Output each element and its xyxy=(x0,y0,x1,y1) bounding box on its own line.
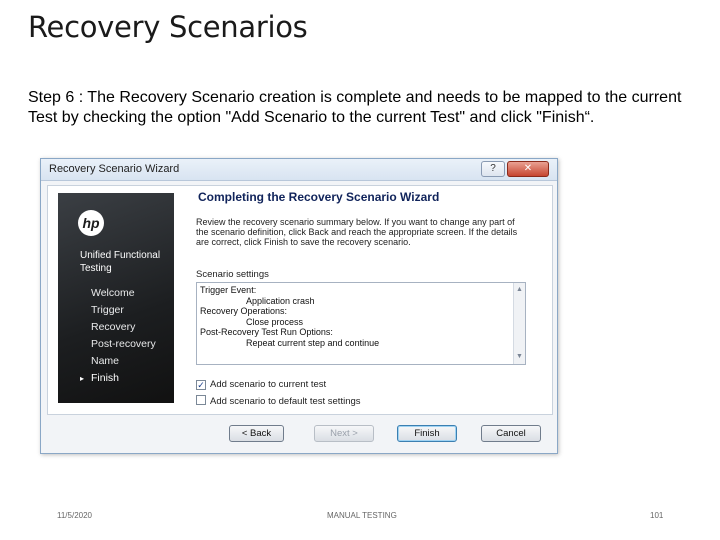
hp-logo: hp xyxy=(78,210,104,236)
wizard-description: Review the recovery scenario summary below. If you want to change any part of the scenario definition, click Back and reach the appropriate screen. If the details are correct, click Finish to save the recovery scenario. xyxy=(196,217,518,247)
step-name xyxy=(80,353,156,370)
help-button[interactable]: ? xyxy=(481,161,505,177)
window-titlebar[interactable] xyxy=(41,159,557,181)
scenario-settings-label: Scenario settings xyxy=(196,269,269,280)
step-finish xyxy=(80,370,156,387)
trigger-event-label: Trigger Event: xyxy=(200,285,257,295)
wizard-steps xyxy=(80,285,156,387)
footer-title: MANUAL TESTING xyxy=(327,511,397,520)
slide-body-text: Step 6 : The Recovery Scenario creation is complete and needs to be mapped to the current Test by checking the option "Add Scenario to the current Test" and click "Finish“. xyxy=(28,89,682,126)
current-step-arrow-icon: ▸ xyxy=(80,374,85,383)
next-button[interactable]: Next > xyxy=(314,425,374,442)
step-label: Recovery xyxy=(91,321,136,333)
scroll-down-icon[interactable]: ▼ xyxy=(516,352,523,360)
wizard-sidebar xyxy=(58,193,174,403)
footer-page-number: 101 xyxy=(650,511,664,520)
step-label: Name xyxy=(91,355,120,367)
add-to-current-test-option[interactable] xyxy=(196,379,326,390)
step-trigger xyxy=(80,302,156,319)
add-to-default-settings-label: Add scenario to default test settings xyxy=(210,396,361,407)
add-to-default-settings-checkbox[interactable] xyxy=(196,395,206,405)
add-to-current-test-label: Add scenario to current test xyxy=(210,379,327,390)
wizard-window xyxy=(40,158,558,454)
step-label: Finish xyxy=(91,372,120,384)
step-label: Post-recovery xyxy=(91,338,156,350)
product-name: Unified Functional Testing xyxy=(80,250,161,274)
add-to-default-settings-option[interactable] xyxy=(196,395,361,407)
footer-date: 11/5/2020 xyxy=(57,511,92,520)
wizard-heading: Completing the Recovery Scenario Wizard xyxy=(198,190,440,204)
post-recovery-value: Repeat current step and continue xyxy=(246,337,380,348)
cancel-button[interactable]: Cancel xyxy=(481,425,541,442)
finish-button[interactable]: Finish xyxy=(397,425,457,442)
step-label: Welcome xyxy=(91,287,135,299)
step-recovery xyxy=(80,319,156,336)
scenario-summary-box[interactable] xyxy=(196,282,526,365)
wizard-content xyxy=(47,185,553,415)
recovery-operations-value: Close process xyxy=(246,316,304,327)
close-button[interactable]: ✕ xyxy=(507,161,549,177)
summary-scrollbar[interactable] xyxy=(513,283,525,364)
recovery-operations-label: Recovery Operations: xyxy=(200,306,288,316)
add-to-current-test-checkbox[interactable]: ✓ xyxy=(197,380,205,390)
back-button[interactable]: < Back xyxy=(229,425,284,442)
slide-title: Recovery Scenarios xyxy=(28,10,308,44)
step-welcome xyxy=(80,285,156,302)
scroll-up-icon[interactable]: ▲ xyxy=(516,286,523,293)
post-recovery-label: Post-Recovery Test Run Options: xyxy=(200,327,333,337)
trigger-event-value: Application crash xyxy=(246,295,315,306)
step-label: Trigger xyxy=(91,304,124,316)
step-post-recovery xyxy=(80,336,156,353)
window-title: Recovery Scenario Wizard xyxy=(49,163,180,175)
